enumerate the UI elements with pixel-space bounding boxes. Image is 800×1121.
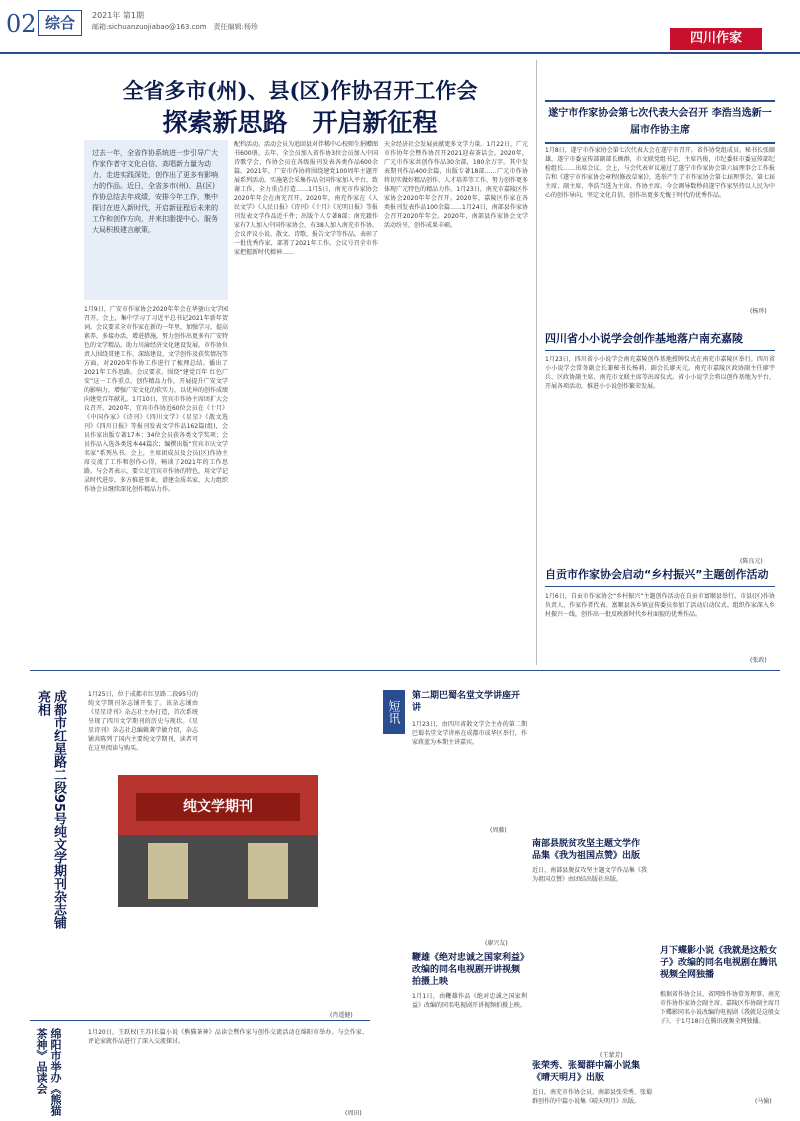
short-text-1: 1月23日，由四川省散文学会主办的第二期巴蜀名堂文学讲座在成都市成华区举行，作家蒋蓝为本期主讲嘉宾。 (412, 721, 527, 746)
short-byline-3: (王蒙芳) (600, 1052, 623, 1059)
headline-line1: 全省多市(州)、县(区)作协召开工作会 (122, 78, 478, 103)
article-title-chengdu: 成都市红星路二段95号纯文学期刊杂志铺亮相 (35, 690, 66, 930)
brand-logo: 四川作家 (670, 28, 762, 50)
short-news-label: 短讯 (383, 690, 405, 734)
short-title-3: 鞭雄《绝对忠诚之国家利益》改编的同名电视剧开讲视频拍摄上映 (412, 953, 525, 987)
shop-photo (118, 775, 318, 907)
short-byline-5: (马愉) (755, 1098, 772, 1105)
article-title-zigong: 自贡市作家协会启动“乡村振兴”主题创作活动 (545, 566, 775, 587)
issue-date: 2021年 第1期 (92, 11, 144, 20)
short-title-4: 张荣秀、张蜀群中篇小说集《晴天明月》出版 (532, 1061, 641, 1083)
byline-mianyang: (周田) (345, 1110, 362, 1117)
masthead (0, 0, 800, 52)
byline-suining: (杨珍) (750, 308, 767, 315)
section-label: 综合 (38, 10, 82, 36)
short-byline-1: (周藤) (490, 827, 507, 834)
article-title-nanchong: 四川省小小说学会创作基地落户南充嘉陵 (545, 330, 775, 351)
short-title-2: 南部县脱贫攻坚主题文学作品集《我为祖国点赞》出版 (532, 839, 641, 861)
shop-sign: 纯文学期刊 (136, 793, 300, 821)
short-text-3: 1月1日，由鞭雄作品《绝对忠诚之国家利益》改编的同名电视剧开讲视频拍摄上映。 (412, 993, 527, 1009)
main-column-2: 配档活动。活动会员为追回县对伴稀中心校师生捐赠图书600册。去年，全会员加入省作协3位会员加入中国诗歌学会，作协会员在各级报刊发表各类作品600余篇。2021年，广安市作协将围绕建党100周年主题开展系列活动。实施笔会采集作品全国作家加入平台，致谢工作，全力重点打造……1月5日，南充市作家协会2020年年会在南充召开。2020年，南充作家在《人民文学》《人民日报》《诗刊》《十月》《光明日报》等报刊发表文学作品近千件；出版个人专著8部；南充籍作家有7人加入中国作家协会，有38人加入南充市作协。会议评议小说、散文、诗歌、报告文学等作品，表彰了一批优秀作家，部署了2021年工作。会议号召全市作家把握新时代精神…… (234, 141, 378, 256)
left-divider (30, 1020, 370, 1021)
column-divider (536, 60, 537, 665)
shop-window-right (248, 843, 288, 899)
section-divider (30, 670, 780, 671)
article-text-mianyang: 1月20日，王跃权(王苏)长篇小说《熊猫茶神》品读会暨作家与创作交流活动在绵阳市举办。与会作家、评论家就作品进行了深入交流探讨。 (88, 1029, 368, 1045)
contact-line: 邮箱:sichuanzuojiabao@163.com 责任编辑:杨珍 (92, 23, 258, 31)
article-text-zigong: 1月6日，自贡市作家协会“乡村振兴”主题创作活动在自贡市富顺县举行。市县(区)作协负责人、作家作者代表、富顺县各乡镇宣传委员参加了活动启动仪式。组织作家深入乡村振兴一线，创作出一批反映新时代乡村面貌的优秀作品。 (545, 593, 775, 618)
short-title-5: 月下蝶影小说《我就是这般女子》改编的同名电视剧在腾讯视频全网独播 (660, 946, 778, 980)
short-byline-2: (廖兴友) (485, 940, 508, 947)
short-text-4: 近日，南充市作协会员、南部县张荣秀、张蜀群创作的中篇小说集《晴天明月》出版。 (532, 1089, 652, 1105)
article-text-suining: 1月8日，遂宁市作家协会第七次代表大会在遂宁市召开。省作协党组成员、秘书长张颐雄，遂宁市委宣传部副部长顾群，市文联党组书记、主席冯俊，市纪委驻市委宣传部纪检组长……出席会议。会上，与会代表审议通过了遂宁市作家协会第六届理事会工作报告和《遂宁市作家协会章程(修改草案)》，选举产生了市作家协会第七届理事会。第七届主席、副主席、李浩当选为主席。作协主席。今会调导数秒荷遂宁作家坚持以人民为中心的创作导向，坚定文化自信，创作出更多无愧于时代的优秀作品。 (545, 147, 775, 199)
header-rule (0, 52, 800, 54)
short-title-1: 第二期巴蜀名堂文学讲座开讲 (412, 691, 521, 713)
main-headline (90, 76, 510, 140)
short-text-2: 近日，南部县脱贫攻坚主题文学作品集《我为祖国点赞》由团结出版社出版。 (532, 867, 647, 883)
article-text-nanchong: 1月23日，四川省小小说学会南充嘉陵创作基地授牌仪式在南充市嘉陵区举行。四川省小小说学会常务副会长兼秘书长杨莉、副会长廖天元，南充市嘉陵区政协副主任廖宇兵、区政协副主席、南充市文联主席等出席仪式。省小小说学会将以创作基地为平台，开展各项活动，推进小小说创作繁荣发展。 (545, 356, 775, 390)
article-title-suining: 遂宁市作家协会第七次代表大会召开 李浩当选新一届市作协主席 (545, 100, 775, 144)
shop-window-left (148, 843, 188, 899)
byline-nanchong: (陈良元) (740, 558, 763, 565)
headline-line2: 探索新思路 开启新征程 (162, 108, 438, 137)
lead-paragraph: 过去一年，全省作协系统进一步引导广大作家作者守文化自信、高唱新力量为动力，走进实践深处，创作出了更多有影响力的作品。近日，全省多市(州)、县(区)作协总结去年成绩，安排今年工作，集中探讨在进入新时代，开启新征程后未来的工作和创作方向，并来扣脂提中心、服务大局积极建言献策。 (84, 140, 228, 300)
byline-zigong: (张政) (750, 657, 767, 664)
article-text-chengdu: 1月25日，位于成都市红星路二段95号的纯文学期刊杂志铺开张了。该杂志铺由《星星诗刊》杂志社主办打造，首次系统呈现了四川文学期刊的历史与现状。《星星诗刊》杂志社总编辑龚学敏介绍，杂志铺共陈列了国内主要纯文学期刊，读者可在这里阅读与购买。 (88, 691, 198, 752)
short-text-5: 根据省作协会员、省网络作协常务理事、南充市作协作家协会副主席、嘉陵区作协副主席月下蝶影同名小说改编的电视剧《我就是这般女子》，于1月18日在腾讯视频全网独播。 (660, 991, 780, 1025)
page-number: 02 (6, 10, 37, 38)
article-title-mianyang: 绵阳市举办《熊猫茶神》品读会 (35, 1028, 62, 1116)
main-column-1: 1月9日，广安市作家协会2020年年会在华蓥山文学园召开。会上，集中学习了习近平总书记2021年新年贺词。会议要求全市作家在新的一年里，加强学习，提高素养，多接办活，增进措施，努力创作出更多有广安特色的文学精品，助力川渝经济文化建设发展。市作协负责人围绕贯建工作、深练建设、文学创作及获奖情况等方面，对2020年作协工作进行了梳理总结。播出了2021年工作思路。会议要求，围绕“建党百年 红色广安”这一工作重点，创作精品力作，开展提升广安文学的影响力，增强广安文化的软实力，以优异的创作成绩向建党百年献礼。1月10日，宜宾市作协主席团扩大会议召开。2020年，宜宾市作协近60位会员在《十月》《中国作家》《诗刊》《四川文学》《星星》《散文选刊》《四川日报》等报刊发表文学作品162篇(组)，会员作家出版专著17本；34位会员获各类文学奖项；会员作品入选各类选本44篇次；编撰出版“宜宾市庆文学名家”系列丛书。会上，主席团成员及会员(区)作协主席交流了工作和创作心得，畅谈了2021年的工作思路。与会者表示，要立足宜宾市作协的特色，用文学记录时代进步，多方推进事业，谱建金质名家，大力组织作协会员继续深化创作精品力作。 (84, 306, 228, 493)
main-column-3: 天全经济社会发展贡献更多文学力量。1月22日，广元市作协年会暨作协召开2021迎春茶话会。2020年，广元市作家共创作作品30余部，180余万字。其中发表期刊作品400余篇，出版专著18部……广元市作协将切实做好精品创作、人才培养等工作，努力创作更多体现广元特色的精品力作。1月23日，南充市嘉陵区作家协会2020年年会召开。2020年，嘉陵区作家在各类报刊发表作品100余篇……1月24日，南部县作家协会召开2020年年会。2020年，南部县作家协会文学活动纷呈，创作成果丰硕。 (384, 141, 528, 229)
byline-chengdu: (肖遥健) (330, 1012, 353, 1019)
